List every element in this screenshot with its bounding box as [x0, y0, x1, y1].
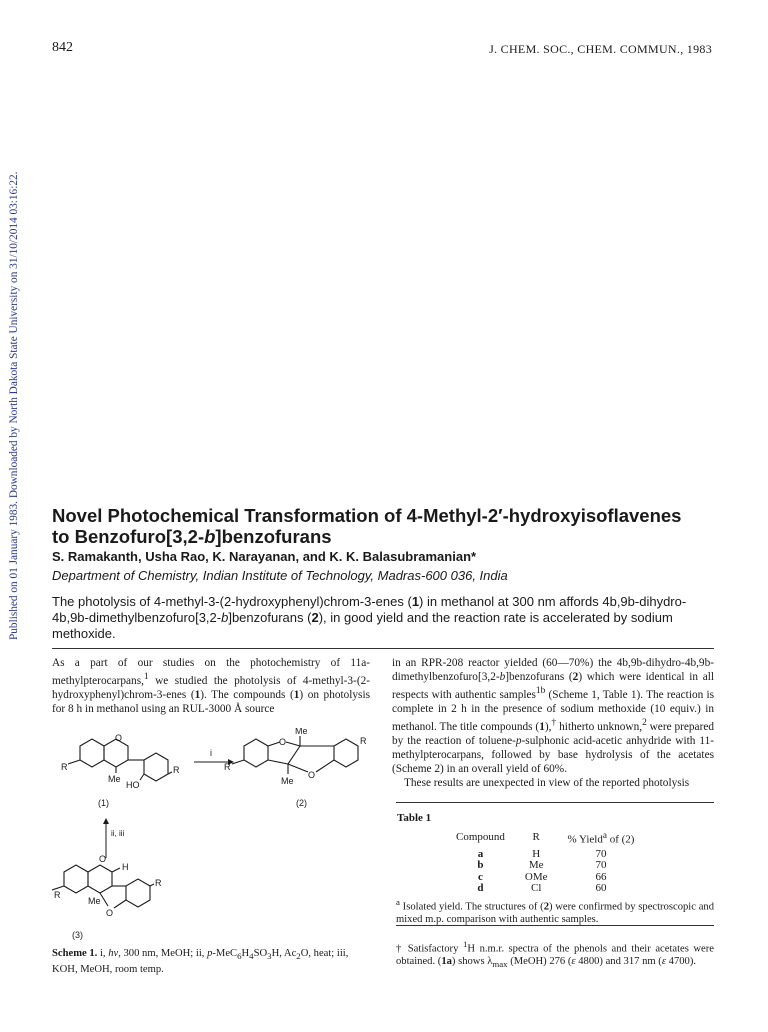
- table-cell: d: [477, 882, 484, 895]
- caption-sub: 3: [267, 951, 272, 962]
- ref-sup: 2: [642, 718, 647, 729]
- compound-ref: 1: [194, 688, 201, 701]
- compound-ref: 2: [543, 901, 549, 913]
- section-divider: [52, 648, 714, 649]
- table-cell: a: [477, 847, 484, 860]
- page-number: 842: [52, 40, 73, 55]
- body-text: in an RPR-208 reactor yielded (60—70%) the 4b,9b-dihydro-4b,9b-dimethylbenzofuro[3,2-: [392, 657, 714, 684]
- bond: [268, 760, 288, 764]
- header-text: % Yield: [567, 833, 603, 846]
- table-header: Compound: [456, 831, 505, 844]
- body-text: we studied the photolysis of 4-methyl-3-(2-hydroxyphenyl)chrom-3-enes (: [52, 674, 370, 701]
- table-cell: 60: [595, 882, 607, 895]
- atom-label: Me: [295, 728, 308, 736]
- body-text: ]benzofurans (: [505, 671, 573, 684]
- compound-2-structure: [232, 736, 358, 774]
- journal-header: J. CHEM. SOC., CHEM. COMMUN., 1983: [489, 42, 712, 56]
- footnote-divider: [396, 925, 714, 926]
- table-cell: H: [532, 847, 541, 860]
- atom-label: Me: [108, 774, 121, 784]
- bond: [316, 760, 334, 772]
- atom-label: O: [308, 770, 316, 780]
- compound-label-3: (3): [72, 930, 83, 940]
- footnote-text: ) shows λ: [451, 956, 493, 968]
- caption-italic: hν: [108, 948, 119, 959]
- footnote-sub: max: [492, 959, 508, 970]
- benzene-ring: [244, 739, 268, 767]
- table-row: [446, 849, 644, 861]
- footnote-text: 4800) and 317 nm (: [575, 956, 662, 968]
- table-cell: c: [478, 870, 483, 883]
- body-italic: b: [499, 671, 506, 684]
- atom-label: Me: [88, 896, 101, 906]
- footnote-sup: a: [396, 897, 400, 907]
- caption-text: -MeC: [212, 948, 238, 959]
- table-cell: OMe: [524, 870, 548, 883]
- table-cell: Cl: [531, 882, 542, 895]
- body-italic: p: [515, 735, 522, 747]
- atom-label: R: [155, 878, 162, 888]
- bond: [288, 764, 308, 772]
- download-watermark: [6, 171, 22, 640]
- table-row: [446, 860, 644, 872]
- watermark-text: Published on 01 January 1983. Downloaded by North Dakota State University on 31/10/2014 03:16:22.: [8, 171, 20, 640]
- header-sup: a: [602, 830, 607, 840]
- body-text: -sulphonic acid-acetic anhydride with 11-methylpterocarpans, followed by base hydrolysis of the acetates (Scheme 2) in an overall yield of 60%.: [392, 735, 714, 776]
- abstract-text: ) in methanol at 300 nm affords 4b,9b-dihydro-4b,9b-dimethylbenzofuro[3,2-: [52, 594, 687, 625]
- atom-label: O: [115, 733, 123, 743]
- ref-sup: 1b: [535, 686, 546, 697]
- footnote-text: H n.m.r. spectra of the phenols and their acetates were obtained. (: [396, 943, 714, 968]
- article-title: [52, 505, 732, 547]
- benzene-ring: [126, 879, 150, 907]
- title-line-1: Novel Photochemical Transformation of 4-Methyl-2′-hydroxyisoflavenes: [52, 505, 682, 526]
- footnote-text: ) were confirmed by spectroscopic and mixed m.p. comparison with authentic samples.: [396, 901, 714, 926]
- benzene-ring: [334, 739, 358, 767]
- ref-sup: 1: [143, 672, 149, 683]
- table-header: [558, 829, 645, 849]
- phenol-ring: [144, 753, 168, 781]
- table-cell: Me: [528, 859, 544, 872]
- compound-ref: 1: [293, 688, 300, 701]
- arrow-label: ii, iii: [111, 829, 125, 838]
- compound-3-structure: [52, 865, 154, 908]
- body-text: ). The compounds (: [200, 688, 294, 701]
- pyran-ring: [88, 865, 112, 893]
- compound-ref: 1: [539, 720, 545, 733]
- body-paragraph: [52, 656, 370, 716]
- body-text: ) which were identical in all respects with authentic samples: [392, 671, 714, 701]
- body-text: ),: [544, 720, 552, 733]
- footnote-italic: ε: [661, 956, 666, 968]
- benzene-ring: [80, 739, 104, 767]
- table-header: R: [532, 831, 540, 844]
- title-text: to Benzofuro[3,2-: [52, 526, 205, 547]
- table-row: [446, 883, 644, 895]
- left-column: [52, 656, 370, 716]
- compound-label-2: (2): [296, 798, 307, 808]
- abstract-text: ), in good yield and the reaction rate is accelerated by sodium methoxide.: [52, 610, 673, 641]
- right-column: [392, 656, 714, 790]
- bond: [168, 772, 172, 774]
- title-italic: b: [204, 526, 216, 547]
- caption-text: H: [241, 948, 250, 959]
- caption-sub: 2: [296, 951, 301, 962]
- footnote-text: (MeOH) 276 (: [507, 956, 572, 968]
- compound-ref: 1: [411, 594, 420, 609]
- atom-label: HO: [126, 780, 140, 790]
- compound-ref: 1a: [441, 956, 452, 968]
- table-row: [446, 872, 644, 884]
- table-cell: 70: [595, 847, 607, 860]
- caption-sub: 6: [237, 951, 242, 962]
- scheme-1-structures: [52, 728, 370, 942]
- bond: [112, 868, 120, 872]
- scheme-caption: [52, 947, 370, 976]
- caption-text: , 300 nm, MeOH; ii,: [118, 948, 208, 959]
- authors: S. Ramakanth, Usha Rao, K. Narayanan, and K. K. Balasubramanian*: [52, 549, 477, 564]
- bond: [288, 746, 300, 764]
- caption-text: SO: [253, 948, 268, 959]
- footnote-italic: ε: [571, 956, 576, 968]
- body-text: hitherto unknown,: [556, 720, 643, 733]
- benzene-ring: [64, 865, 88, 893]
- title-text: ]benzofurans: [215, 526, 332, 547]
- atom-label: O: [99, 854, 107, 864]
- bond: [150, 884, 154, 886]
- caption-text: H, Ac: [271, 948, 297, 959]
- atom-label: R: [224, 762, 231, 772]
- atom-label: O: [106, 908, 114, 918]
- footnote-marker: †: [396, 943, 404, 955]
- bond: [100, 893, 108, 906]
- body-paragraph: These results are unexpected in view of the reported photolysis: [404, 777, 690, 790]
- body-text: were prepared by the reaction of toluene-: [392, 720, 714, 747]
- atom-label: R: [54, 890, 61, 900]
- bond: [286, 742, 300, 746]
- atom-label: R: [61, 762, 68, 772]
- pyran-ring: [104, 739, 128, 767]
- atom-label: R: [173, 765, 180, 775]
- body-paragraph: [392, 656, 714, 776]
- abstract-italic: b: [221, 610, 229, 625]
- footnote-text: Satisfactory: [403, 943, 463, 955]
- bond: [114, 900, 126, 908]
- caption-sub: 4: [249, 951, 254, 962]
- compound-label-1: (1): [98, 798, 109, 808]
- atom-label: Me: [281, 776, 294, 786]
- table-header-row: [446, 829, 644, 849]
- caption-text: O, heat; iii, KOH, MeOH, room temp.: [52, 948, 349, 976]
- body-text: (Scheme 1, Table 1). The reaction is complete in 2 h in the presence of sodium methoxide (10 equiv.) in methanol. The title compounds (: [392, 688, 714, 733]
- table-divider: [396, 802, 714, 803]
- compound-ref: 2: [311, 610, 319, 625]
- table-cell: 66: [595, 870, 607, 883]
- atom-label: O: [279, 737, 287, 747]
- abstract-text: The photolysis of 4-methyl-3-(2-hydroxyphenyl)chrom-3-enes (: [52, 594, 412, 609]
- footnote-marker: †: [551, 718, 557, 729]
- footnote-sup: 1: [462, 939, 468, 949]
- footnote-text: 4700).: [666, 956, 697, 968]
- caption-label: Scheme 1.: [52, 948, 98, 959]
- body-text: ) on photolysis for 8 h in methanol using an RUL-3000 Å source: [52, 688, 370, 716]
- title-line-2: [52, 526, 732, 547]
- atom-label: H: [122, 862, 129, 872]
- arrow-label: i: [210, 748, 212, 758]
- table-title: Table 1: [397, 812, 432, 824]
- table-cell: b: [477, 859, 484, 872]
- affiliation: Department of Chemistry, Indian Institute of Technology, Madras-600 036, India: [52, 568, 508, 583]
- abstract-text: ]benzofurans (: [228, 610, 312, 625]
- atom-label: R: [360, 736, 367, 746]
- caption-text: i,: [97, 948, 109, 959]
- page-footnote: [396, 938, 714, 971]
- abstract: [52, 594, 720, 642]
- arrow-head: [103, 818, 109, 824]
- table-footnote: [396, 896, 714, 927]
- header-text: of (2): [606, 833, 635, 846]
- compound-ref: 2: [572, 671, 579, 684]
- yield-table: [446, 829, 644, 895]
- footnote-text: Isolated yield. The structures of (: [399, 901, 544, 913]
- table-cell: 70: [595, 859, 607, 872]
- bond: [140, 774, 144, 780]
- bond: [68, 760, 80, 764]
- body-text: As a part of our studies on the photochemistry of 11a-methylpterocarpans,: [52, 657, 370, 687]
- caption-italic: p: [207, 948, 213, 959]
